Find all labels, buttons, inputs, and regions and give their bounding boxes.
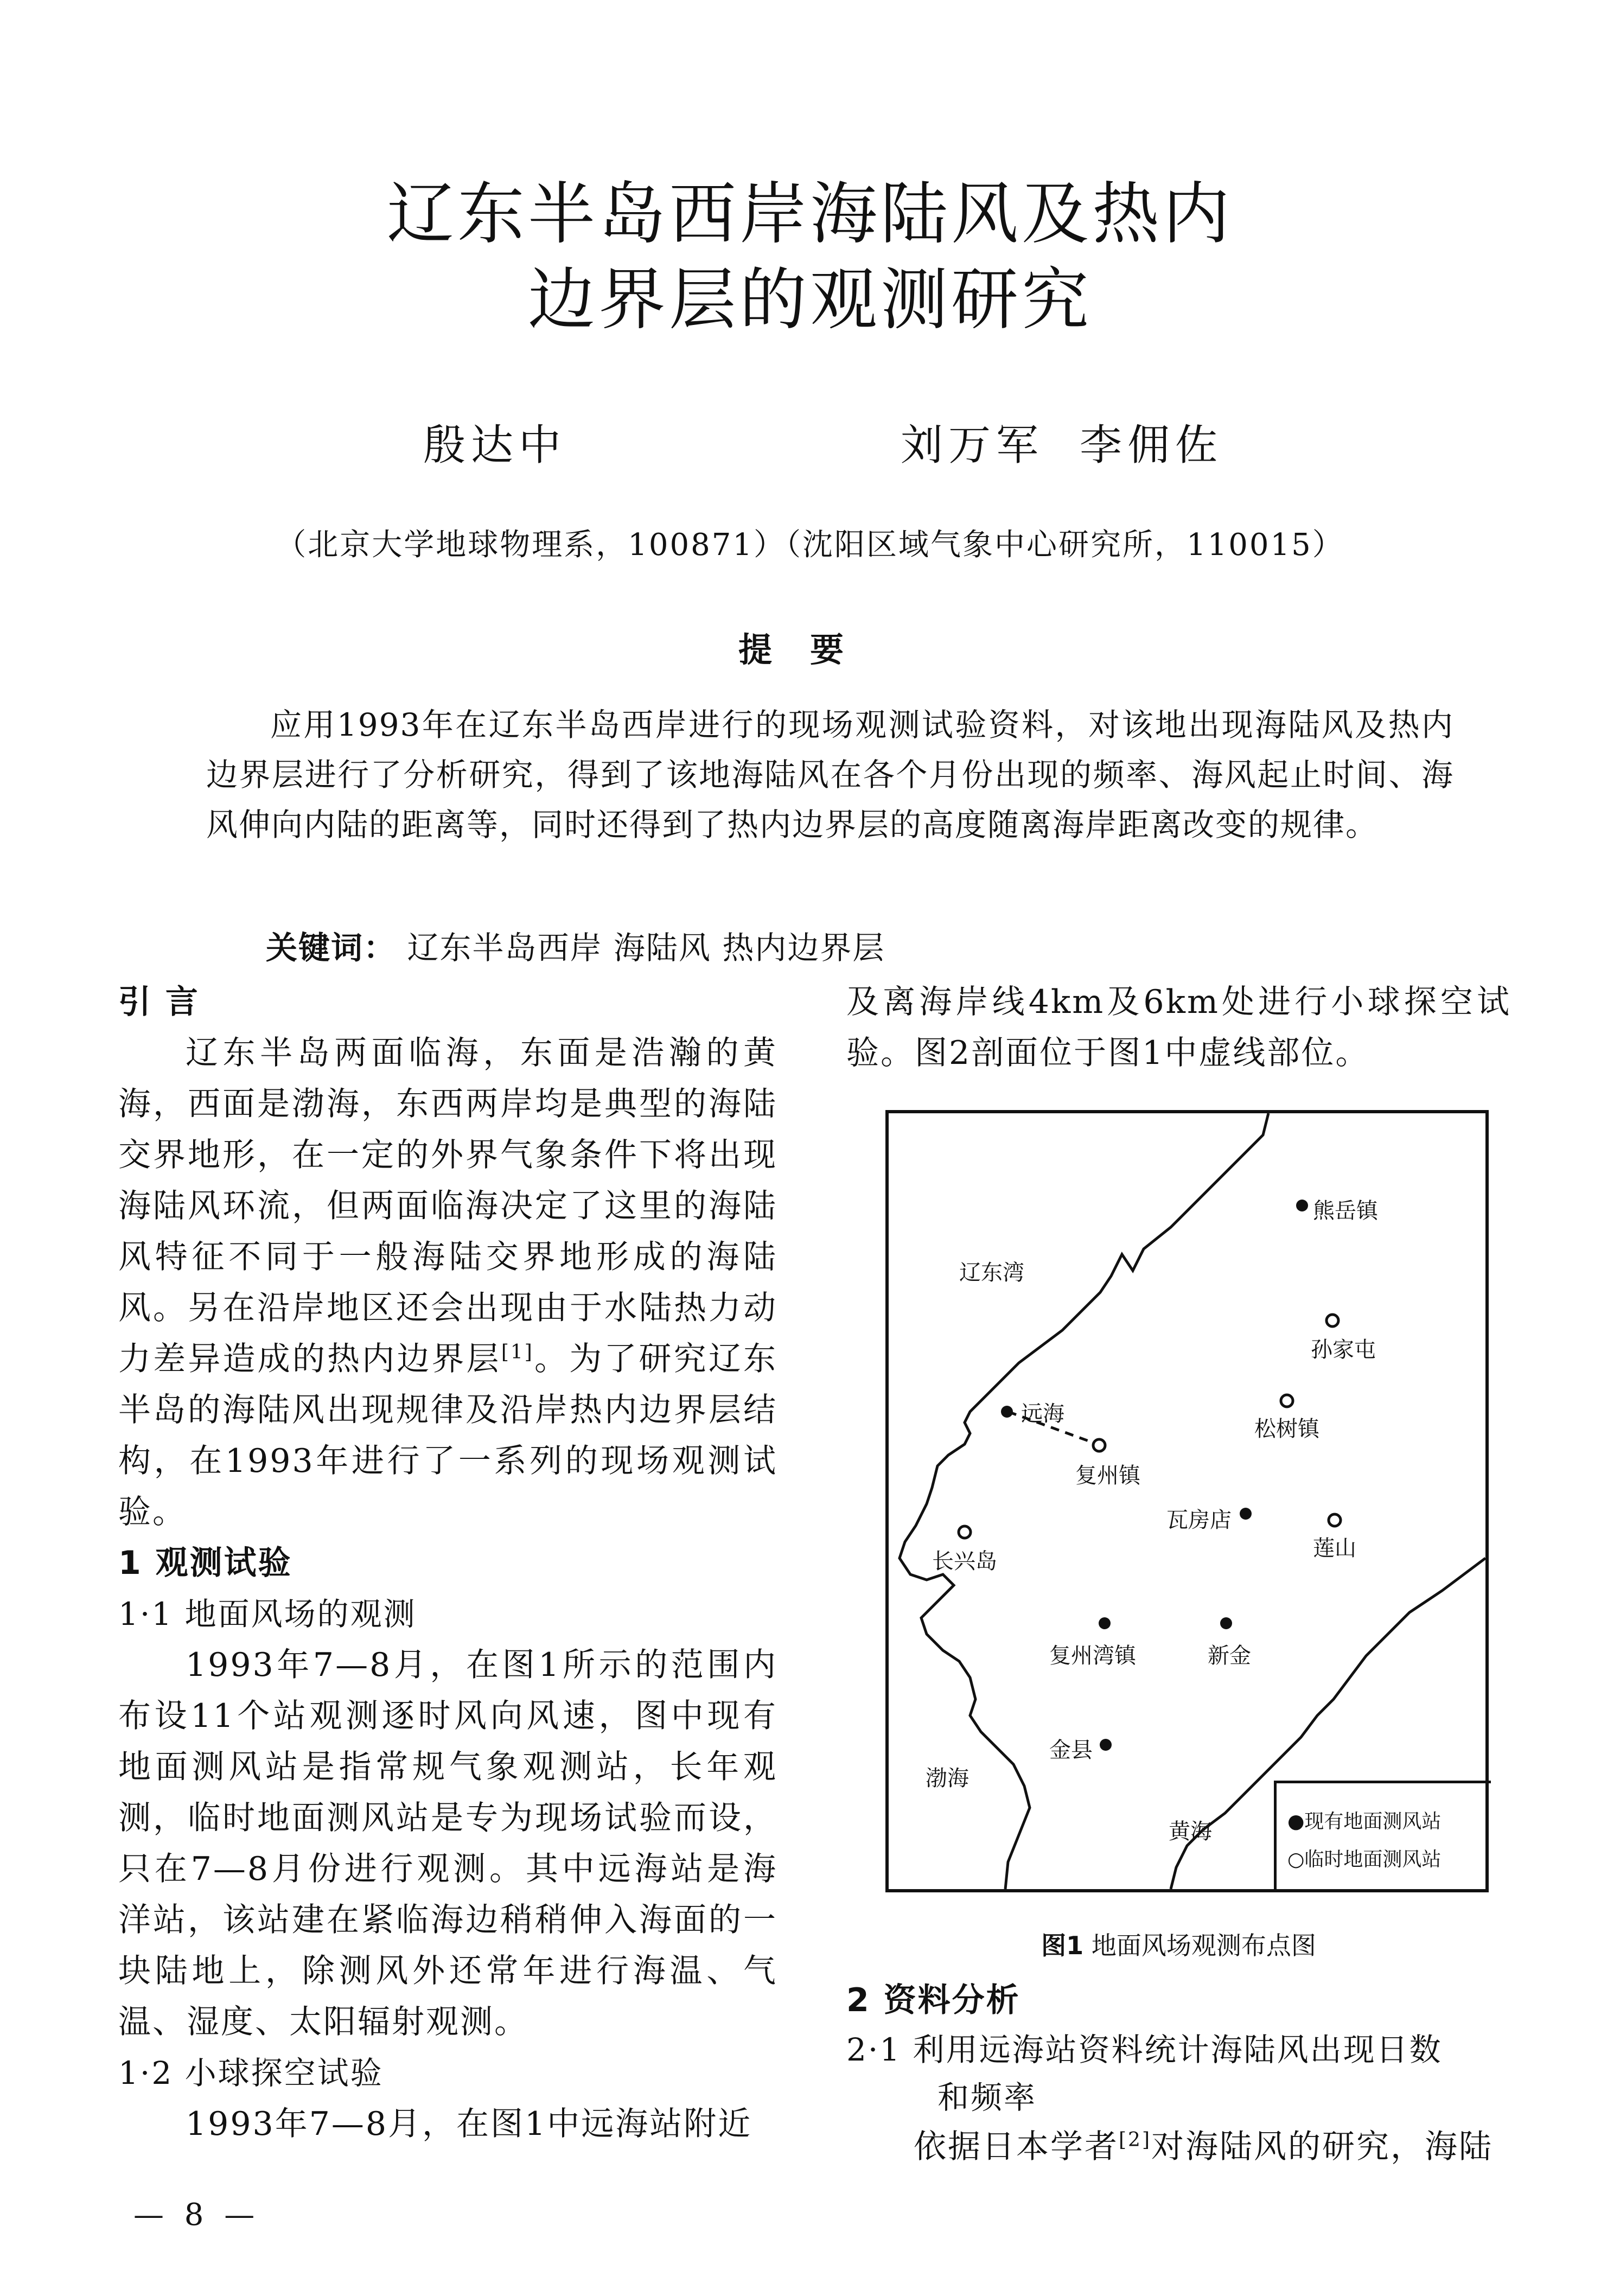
abstract-body <box>206 700 1454 850</box>
legend-temporary: ○临时地面测风站 <box>1287 1848 1442 1871</box>
intro-heading: 引 言 <box>118 983 200 1021</box>
keywords <box>266 922 1459 968</box>
label-sunjiatun: 孙家屯 <box>1311 1337 1376 1362</box>
s21-text-b: 对海陆风的研究，海陆 <box>1151 2128 1493 2166</box>
s21-ref: [2] <box>1119 2129 1151 2151</box>
station-xinjin <box>1220 1617 1232 1629</box>
section-2-1-text <box>846 2121 1511 2172</box>
station-lianshan <box>1329 1514 1341 1526</box>
label-fuzhouwan: 复州湾镇 <box>1049 1643 1136 1668</box>
label-yuanhai: 远海 <box>1021 1401 1064 1426</box>
affiliation: （北京大学地球物理系，100871）（沈阳区域气象中心研究所，110015） <box>276 527 1344 563</box>
keywords-label: 关键词： <box>266 929 397 966</box>
abstract-text: 应用1993年在辽东半岛西岸进行的现场观测试验资料，对该地出现海陆风及热内边界层进行了分析研究，得到了该地海陆风在各个月份出现的频率、海风起止时间、海风伸向内陆的距离等，同时还得到了热内边界层的高度随离海岸距离改变的规律。 <box>206 706 1454 843</box>
station-changxing <box>959 1526 971 1538</box>
figure-1-caption <box>846 1926 1511 1962</box>
label-bohai: 渤海 <box>926 1766 969 1791</box>
caption-number: 图1 <box>1041 1931 1084 1960</box>
label-lianshan: 莲山 <box>1313 1536 1356 1561</box>
keywords-list: 辽东半岛西岸 海陆风 热内边界层 <box>407 929 885 966</box>
station-sunjiatun <box>1326 1315 1338 1326</box>
page-number: — 8 — <box>133 2197 260 2233</box>
section-1-2-text: 1993年7—8月，在图1中远海站附近 <box>186 2105 752 2143</box>
title-line-2: 边界层的观测研究 <box>527 261 1092 339</box>
station-fuzhouwan <box>1099 1617 1111 1629</box>
map-legend <box>1274 1781 1491 1892</box>
label-wafangdian: 瓦房店 <box>1166 1508 1232 1533</box>
label-songshu: 松树镇 <box>1254 1417 1319 1442</box>
label-jinxian: 金县 <box>1049 1738 1093 1763</box>
station-fuzhou <box>1093 1439 1105 1451</box>
intro-text-a: 辽东半岛两面临海，东面是浩瀚的黄海，西面是渤海，东西两岸均是典型的海陆交界地形，在一定的外界气象条件下将出现海陆风环流，但两面临海决定了这里的海陆风特征不同于一般海陆交界地形成的海陆风。另在沿岸地区还会出现由于水陆热力动力差异造成的热内边界层 <box>118 1034 777 1378</box>
intro-paragraph <box>118 1028 777 1538</box>
section-1-heading: 1 观测试验 <box>118 1544 292 1582</box>
right-column-bottom <box>846 1975 1511 2172</box>
label-xiongyue: 熊岳镇 <box>1313 1198 1378 1223</box>
s21-text-a: 依据日本学者 <box>914 2128 1119 2166</box>
abstract-heading: 提要 <box>738 630 882 669</box>
section-1-1-heading: 1·1 地面风场的观测 <box>118 1596 417 1632</box>
station-yuanhai <box>1001 1406 1013 1418</box>
station-songshu <box>1281 1395 1293 1407</box>
label-liaodong-bay: 辽东湾 <box>959 1260 1024 1285</box>
section-1-1-text: 1993年7—8月，在图1所示的范围内布设11个站观测逐时风向风速，图中现有地面测风站是指常规气象观测站，长年观测，临时地面测风站是专为现场试验而设，只在7—8月份进行观测。其中远海站是海洋站，该站建在紧临海边稍稍伸入海面的一块陆地上，除测风外还常年进行海温、气温、湿度、太阳辐射观测。 <box>118 1646 777 2041</box>
intro-text-b: 。为了研究辽东半岛的海陆风出现规律及沿岸热内边界层结构，在1993年进行了一系列的现场观测试验。 <box>118 1340 778 1531</box>
label-huanghai: 黄海 <box>1169 1819 1212 1844</box>
title-line-1: 辽东半岛西岸海陆风及热内 <box>386 175 1233 253</box>
section-2-heading: 2 资料分析 <box>846 1981 1021 2019</box>
label-xinjin: 新金 <box>1208 1643 1251 1668</box>
author-3: 李佣佐 <box>1080 421 1223 470</box>
author-1: 殷达中 <box>423 421 567 470</box>
label-changxing: 长兴岛 <box>932 1549 997 1574</box>
map-drawing <box>889 1113 1485 1889</box>
station-wafangdian <box>1240 1508 1252 1520</box>
author-2: 刘万军 <box>901 421 1044 470</box>
intro-ref: [1] <box>501 1341 534 1363</box>
caption-text: 地面风场观测布点图 <box>1091 1931 1316 1960</box>
section-2-1-heading-a: 2·1 利用远海站资料统计海陆风出现日数 <box>846 2031 1443 2068</box>
label-fuzhou: 复州镇 <box>1075 1463 1140 1488</box>
continued-text: 及离海岸线4km及6km处进行小球探空试验。图2剖面位于图1中虚线部位。 <box>846 983 1511 1072</box>
station-jinxian <box>1100 1739 1112 1751</box>
left-column <box>118 977 777 2150</box>
station-xiongyue <box>1296 1200 1308 1211</box>
figure-1-map <box>885 1110 1489 1892</box>
section-1-2-heading: 1·2 小球探空试验 <box>118 2055 384 2091</box>
legend-existing: ●现有地面测风站 <box>1287 1810 1442 1833</box>
right-column-top <box>846 977 1511 1079</box>
section-2-1-heading-b: 和频率 <box>937 2079 1037 2116</box>
